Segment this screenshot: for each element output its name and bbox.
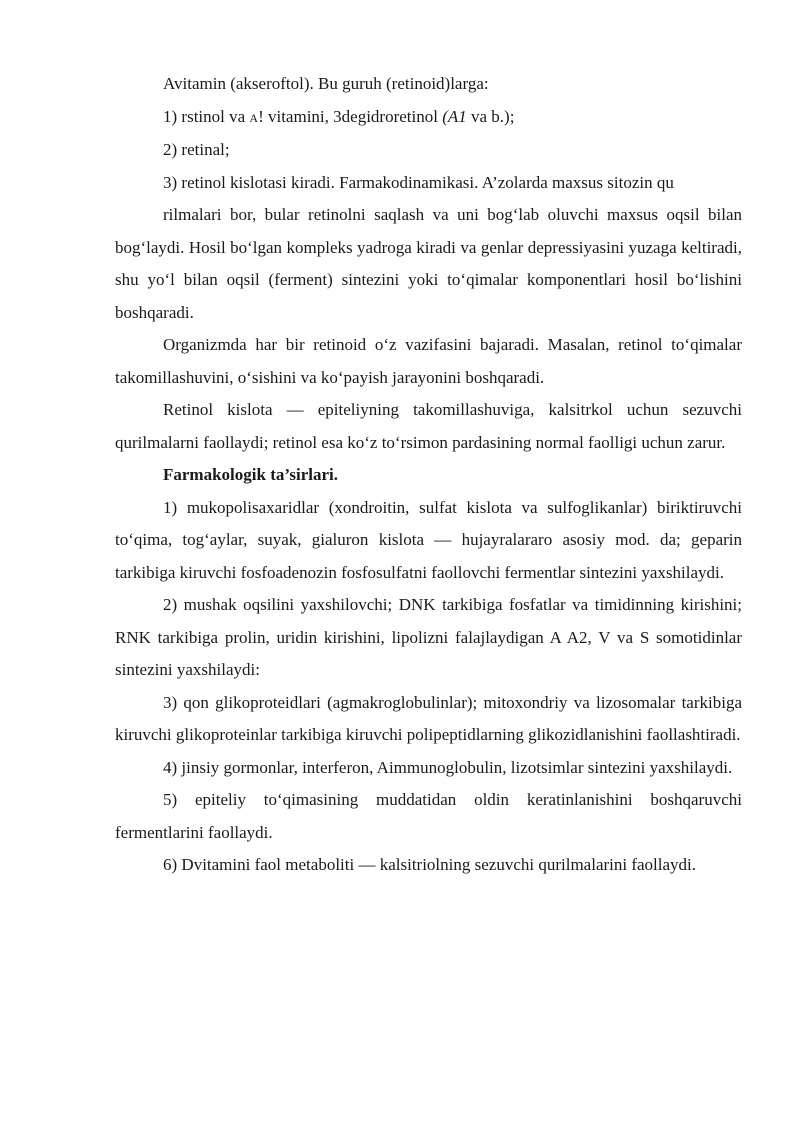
section-heading: Farmakologik ta’sirlari.: [163, 465, 339, 484]
document-page: [115, 68, 742, 882]
paragraph-retinoic: Retinol kislota — epiteliyning takomillashuviga, kalsitrkol uchun sezuvchi qurilmalarni faollaydi; retinol esa ko‘z to‘rsimon pardasining normal faolligi uchun zarur.: [115, 400, 742, 452]
paragraph-receptors: rilmalari bor, bular retinolni saqlash va uni bog‘lab oluvchi maxsus oqsil bilan bog‘laydi. Hosil bo‘lgan kompleks yadroga kiradi va genlar depressiyasini yuzaga keltiradi, shu yo‘l bilan oqsil (ferment) sintezini yoki to‘qimalar komponentlari hosil bo‘lishini boshqaradi.: [115, 205, 742, 322]
list-item-retinol: 1) rstinol va A! vitamini, 3degidroretinol (A1 va b.);: [163, 106, 515, 126]
effect-item-3: 3) qon glikoproteidlari (agmakroglobulinlar); mitoxondriy va lizosomalar tarkibiga kiruvchi glikoproteinlar tarkibiga kiruvchi polipeptidlarning glikozidlanishini faollashtiradi.: [115, 692, 742, 744]
list-item-retinal: 2) retinal;: [163, 140, 230, 159]
intro-line: Avitamin (akseroftol). Bu guruh (retinoid)larga:: [163, 74, 489, 93]
effect-item-6: 6) Dvitamini faol metaboliti — kalsitriolning sezuvchi qurilmalarini faollaydi.: [163, 855, 697, 874]
list-item-retinoic-acid: 3) retinol kislotasi kiradi. Farmakodinamikasi. A’zolarda maxsus sitozin qu: [163, 172, 674, 192]
paragraph-organism: Organizmda har bir retinoid o‘z vazifasini bajaradi. Masalan, retinol to‘qimalar takomillashuvini, o‘sishini va ko‘payish jarayonini boshqaradi.: [115, 335, 742, 387]
effect-item-5: 5) epiteliy to‘qimasining muddatidan oldin keratinlanishini boshqaruvchi fermentlarini faollaydi.: [115, 790, 742, 842]
effect-item-4: 4) jinsiy gormonlar, interferon, Aimmunoglobulin, lizotsimlar sintezini yaxshilaydi.: [163, 757, 733, 777]
effect-item-1: 1) mukopolisaxaridlar (xondroitin, sulfat kislota va sulfoglikanlar) biriktiruvchi to‘qima, tog‘aylar, suyak, gialuron kislota — hujayralararo asosiy mod. da; geparin tarkibiga kiruvchi fosfoadenozin fosfosulfatni faollovchi fermentlar sintezini yaxshilaydi.: [115, 497, 742, 582]
effect-item-2: 2) mushak oqsilini yaxshilovchi; DNK tarkibiga fosfatlar va timidinning kirishini; RNK tarkibiga prolin, uridin kirishini, lipolizni falajlaydigan A A2, V va S somotidinlar sintezini yaxshilaydi:: [115, 595, 742, 679]
